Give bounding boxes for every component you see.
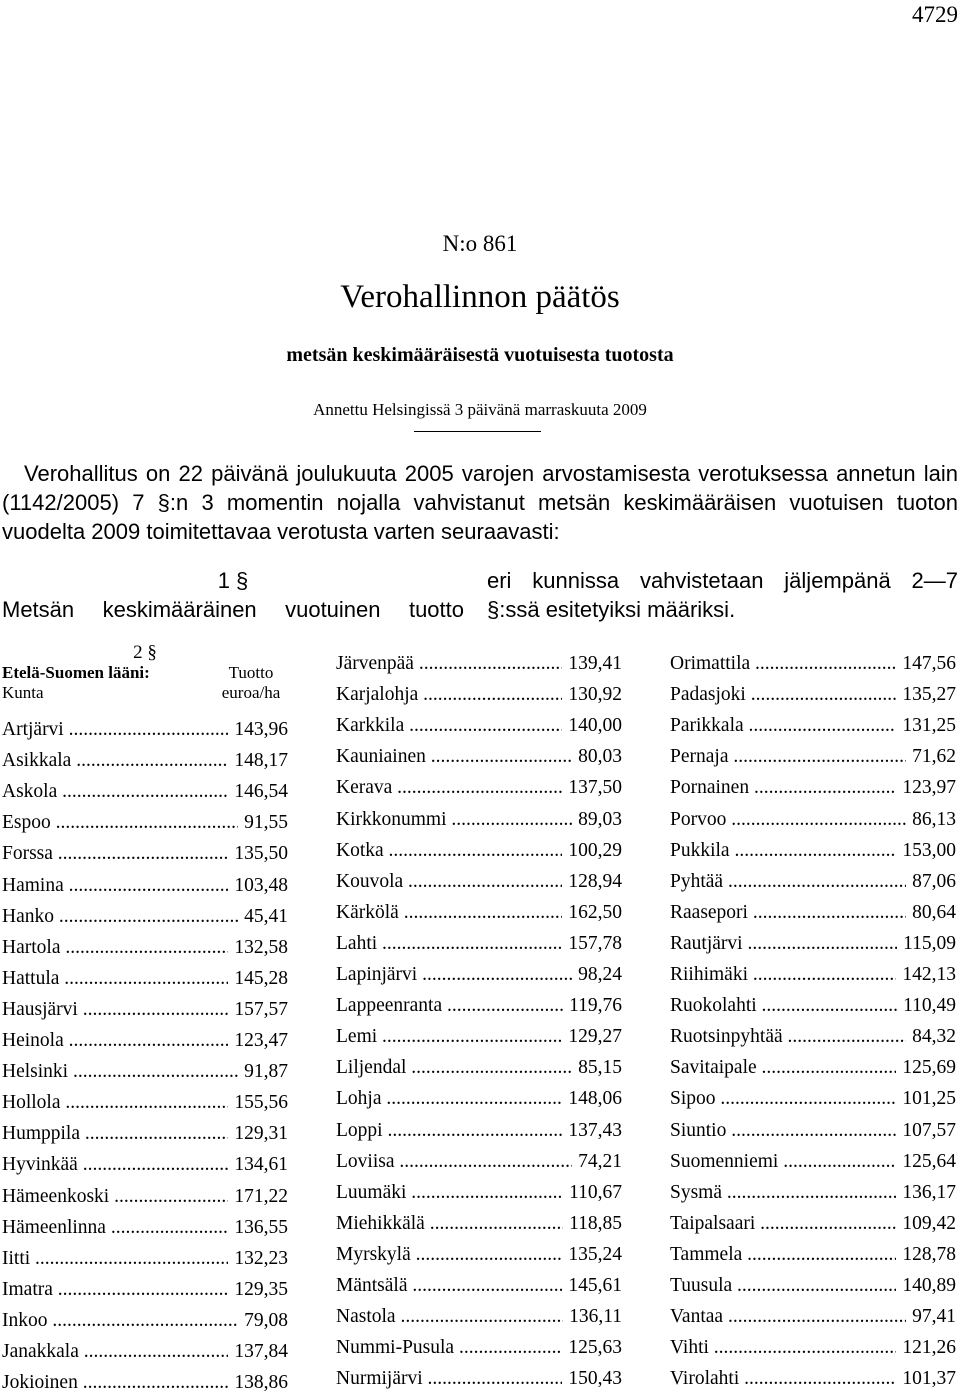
table-row <box>670 1052 956 1083</box>
municipality-name: Liljendal ..... <box>336 1052 572 1083</box>
municipality-name: Tuusula ..... <box>670 1270 896 1301</box>
yield-value: 162,50 <box>562 897 622 928</box>
municipality-name: Sipoo ..... <box>670 1083 896 1114</box>
yield-value: 134,61 <box>228 1149 288 1180</box>
table-row <box>670 1332 956 1363</box>
yield-value: 86,13 <box>906 804 956 835</box>
table-row <box>2 1212 288 1243</box>
yield-value: 118,85 <box>563 1208 622 1239</box>
table-row <box>336 679 622 710</box>
table-row <box>670 772 956 803</box>
municipality-name: Janakkala ..... <box>2 1336 228 1367</box>
table-row <box>2 1367 288 1398</box>
table-row <box>670 804 956 835</box>
yield-value: 85,15 <box>572 1052 622 1083</box>
municipality-name: Hyvinkää ..... <box>2 1149 228 1180</box>
table-row <box>670 835 956 866</box>
municipality-name: Pyhtää ..... <box>670 866 906 897</box>
yield-value: 101,25 <box>896 1083 956 1114</box>
municipality-name: Parikkala ..... <box>670 710 896 741</box>
municipality-name: Siuntio ..... <box>670 1115 896 1146</box>
yield-value: 131,25 <box>896 710 956 741</box>
municipality-name: Hausjärvi ..... <box>2 994 228 1025</box>
table-row <box>336 959 622 990</box>
table-row <box>2 1149 288 1180</box>
table-row <box>670 1208 956 1239</box>
yield-value: 91,87 <box>238 1056 288 1087</box>
municipality-name: Jokioinen ..... <box>2 1367 228 1398</box>
section-2-header <box>2 643 288 703</box>
municipality-name: Humppila ..... <box>2 1118 228 1149</box>
table-row <box>2 1336 288 1367</box>
page-title: Verohallinnon päätös <box>340 279 620 315</box>
municipality-name: Kotka ..... <box>336 835 562 866</box>
municipality-name: Raasepori ..... <box>670 897 906 928</box>
table-row <box>336 1208 622 1239</box>
yield-value: 139,41 <box>562 648 622 679</box>
yield-value: 107,57 <box>896 1115 956 1146</box>
municipality-name: Ruotsinpyhtää ..... <box>670 1021 906 1052</box>
municipality-name: Myrskylä ..... <box>336 1239 562 1270</box>
yield-value: 142,13 <box>896 959 956 990</box>
municipality-name: Hämeenkoski ..... <box>2 1181 228 1212</box>
table-row <box>336 1270 622 1301</box>
yield-value: 140,00 <box>562 710 622 741</box>
yield-value: 123,47 <box>228 1025 288 1056</box>
municipality-name: Artjärvi ..... <box>2 714 228 745</box>
table-row <box>670 1270 956 1301</box>
municipality-name: Hämeenlinna ..... <box>2 1212 228 1243</box>
municipality-name: Karkkila ..... <box>336 710 562 741</box>
municipality-name: Pukkila ..... <box>670 835 896 866</box>
yield-value: 132,23 <box>228 1243 288 1274</box>
yield-value: 45,41 <box>238 901 288 932</box>
table-row <box>2 807 288 838</box>
municipality-name: Järvenpää ..... <box>336 648 562 679</box>
yield-value: 148,17 <box>228 745 288 776</box>
yield-value: 135,24 <box>562 1239 622 1270</box>
yield-value: 135,27 <box>896 679 956 710</box>
table-row <box>670 1301 956 1332</box>
municipality-name: Riihimäki ..... <box>670 959 896 990</box>
intro-text: Verohallitus on 22 päivänä joulukuuta 2005 varojen arvostamisesta verotuksessa annetun lain (1142/2005) 7 §:n 3 momentin nojalla vahvistanut metsän keskimääräisen vuotuisen tuoton vuodelta 2009 toimitettavaa verotusta varten seuraavasti: <box>2 461 958 544</box>
municipality-name: Lappeenranta ..... <box>336 990 563 1021</box>
yield-value: 98,24 <box>572 959 622 990</box>
page-number: 4729 <box>912 2 958 27</box>
yield-value: 110,67 <box>563 1177 622 1208</box>
municipality-name: Loppi ..... <box>336 1115 562 1146</box>
yield-value: 129,31 <box>228 1118 288 1149</box>
yield-value: 115,09 <box>897 928 956 959</box>
municipality-name: Nastola ..... <box>336 1301 563 1332</box>
table-row <box>336 648 622 679</box>
municipality-name: Lemi ..... <box>336 1021 562 1052</box>
municipality-name: Orimattila ..... <box>670 648 896 679</box>
table-row <box>336 1052 622 1083</box>
table-row <box>670 866 956 897</box>
municipality-name: Kerava ..... <box>336 772 562 803</box>
table-row <box>336 835 622 866</box>
yield-value: 137,43 <box>562 1115 622 1146</box>
table-row <box>336 1239 622 1270</box>
section-1-text-line2: §:ssä esitetyiksi määriksi. <box>487 597 736 622</box>
municipality-name: Kauniainen ..... <box>336 741 572 772</box>
table-row <box>2 1118 288 1149</box>
col-header-unit: euroa/ha <box>221 683 281 702</box>
municipality-name: Savitaipale ..... <box>670 1052 896 1083</box>
table-row <box>336 804 622 835</box>
yield-value: 157,78 <box>562 928 622 959</box>
municipality-name: Kärkölä ..... <box>336 897 562 928</box>
municipality-name: Rautjärvi ..... <box>670 928 897 959</box>
table-row <box>336 1301 622 1332</box>
table-row <box>670 741 956 772</box>
table-row <box>2 1056 288 1087</box>
yield-value: 129,35 <box>228 1274 288 1305</box>
municipality-name: Hanko ..... <box>2 901 238 932</box>
yield-value: 157,57 <box>228 994 288 1025</box>
municipality-name: Lohja ..... <box>336 1083 562 1114</box>
table-row <box>336 710 622 741</box>
yield-value: 137,50 <box>562 772 622 803</box>
table-row <box>670 1363 956 1394</box>
table-row <box>2 932 288 963</box>
table-row <box>336 1177 622 1208</box>
yield-value: 136,55 <box>228 1212 288 1243</box>
table-row <box>2 870 288 901</box>
yield-value: 155,56 <box>228 1087 288 1118</box>
yield-value: 74,21 <box>572 1146 622 1177</box>
municipality-name: Lapinjärvi ..... <box>336 959 572 990</box>
municipality-name: Hartola ..... <box>2 932 228 963</box>
table-header-row-1 <box>2 663 288 683</box>
table-row <box>336 928 622 959</box>
yield-value: 132,58 <box>228 932 288 963</box>
yield-value: 91,55 <box>238 807 288 838</box>
yield-value: 128,94 <box>562 866 622 897</box>
municipality-name: Lahti ..... <box>336 928 562 959</box>
yield-value: 103,48 <box>228 870 288 901</box>
table-row <box>2 745 288 776</box>
yield-value: 101,37 <box>896 1363 956 1394</box>
municipality-name: Kouvola ..... <box>336 866 562 897</box>
table-row <box>336 1332 622 1363</box>
municipality-name: Vantaa ..... <box>670 1301 906 1332</box>
yield-value: 129,27 <box>562 1021 622 1052</box>
municipality-name: Nummi-Pusula ..... <box>336 1332 562 1363</box>
municipality-name: Porvoo ..... <box>670 804 906 835</box>
col-header-municipality: Kunta <box>2 683 44 702</box>
table-row <box>336 866 622 897</box>
municipality-name: Mäntsälä ..... <box>336 1270 562 1301</box>
yield-value: 84,32 <box>906 1021 956 1052</box>
yield-value: 145,61 <box>562 1270 622 1301</box>
municipality-name: Hamina ..... <box>2 870 228 901</box>
yield-value: 125,64 <box>896 1146 956 1177</box>
municipality-name: Pornainen ..... <box>670 772 896 803</box>
yield-value: 148,06 <box>562 1083 622 1114</box>
municipality-name: Loviisa ..... <box>336 1146 572 1177</box>
region-heading: Etelä-Suomen lääni: <box>2 663 150 682</box>
yield-value: 136,17 <box>896 1177 956 1208</box>
municipality-name: Inkoo ..... <box>2 1305 238 1336</box>
yield-value: 100,29 <box>562 835 622 866</box>
table-row <box>336 990 622 1021</box>
table-row <box>670 1115 956 1146</box>
table-row <box>670 679 956 710</box>
municipality-name: Hollola ..... <box>2 1087 228 1118</box>
yield-value: 97,41 <box>906 1301 956 1332</box>
yield-value: 143,96 <box>228 714 288 745</box>
municipality-name: Miehikkälä ..... <box>336 1208 563 1239</box>
table-row <box>2 994 288 1025</box>
yield-value: 80,03 <box>572 741 622 772</box>
table-row <box>670 1146 956 1177</box>
yield-value: 110,49 <box>897 990 956 1021</box>
section-1-number: 1 § <box>217 568 249 593</box>
municipality-name: Helsinki ..... <box>2 1056 238 1087</box>
section-2-number: 2 § <box>133 642 157 663</box>
table-row <box>336 1146 622 1177</box>
table-row <box>336 1115 622 1146</box>
table-row <box>2 714 288 745</box>
yield-value: 150,43 <box>562 1363 622 1394</box>
table-row <box>670 959 956 990</box>
col-header-yield: Tuotto <box>228 663 274 682</box>
yield-value: 87,06 <box>906 866 956 897</box>
municipality-name: Suomenniemi ..... <box>670 1146 896 1177</box>
table-row <box>670 1083 956 1114</box>
yield-value: 171,22 <box>228 1181 288 1212</box>
municipality-name: Asikkala ..... <box>2 745 228 776</box>
yield-value: 80,64 <box>906 897 956 928</box>
yield-value: 89,03 <box>572 804 622 835</box>
table-row <box>2 776 288 807</box>
table-row <box>2 838 288 869</box>
municipality-name: Vihti ..... <box>670 1332 896 1363</box>
table-header-row-2 <box>2 683 288 703</box>
yield-value: 135,50 <box>228 838 288 869</box>
yield-value: 140,89 <box>896 1270 956 1301</box>
yield-value: 125,69 <box>896 1052 956 1083</box>
yield-value: 79,08 <box>238 1305 288 1336</box>
table-row <box>336 1363 622 1394</box>
yield-value: 119,76 <box>563 990 622 1021</box>
yield-value: 138,86 <box>228 1367 288 1398</box>
municipality-name: Hattula ..... <box>2 963 228 994</box>
table-row <box>2 1274 288 1305</box>
table-row <box>670 1239 956 1270</box>
section-1-text <box>487 566 958 624</box>
yield-value: 123,97 <box>896 772 956 803</box>
municipality-name: Padasjoki ..... <box>670 679 896 710</box>
municipality-name: Virolahti ..... <box>670 1363 896 1394</box>
intro-paragraph <box>2 459 958 546</box>
table-row <box>670 1021 956 1052</box>
table-row <box>2 963 288 994</box>
table-row <box>2 1305 288 1336</box>
yield-value: 71,62 <box>906 741 956 772</box>
table-row <box>336 741 622 772</box>
municipality-name: Tammela ..... <box>670 1239 896 1270</box>
table-row <box>670 1177 956 1208</box>
municipality-name: Askola ..... <box>2 776 228 807</box>
municipality-name: Espoo ..... <box>2 807 238 838</box>
table-row <box>2 901 288 932</box>
page-subtitle: metsän keskimääräisestä vuotuisesta tuotosta <box>286 344 674 366</box>
table-row <box>336 1021 622 1052</box>
municipality-name: Pernaja ..... <box>670 741 906 772</box>
table-row <box>2 1243 288 1274</box>
divider <box>414 431 541 432</box>
yield-value: 128,78 <box>896 1239 956 1270</box>
municipality-name: Forssa ..... <box>2 838 228 869</box>
table-row <box>670 990 956 1021</box>
issue-date: Annettu Helsingissä 3 päivänä marraskuuta 2009 <box>313 400 647 419</box>
yield-value: 121,26 <box>896 1332 956 1363</box>
municipality-name: Luumäki ..... <box>336 1177 563 1208</box>
municipality-name: Taipalsaari ..... <box>670 1208 896 1239</box>
municipality-name: Imatra ..... <box>2 1274 228 1305</box>
table-row <box>670 648 956 679</box>
section-1-heading: Metsän keskimääräinen vuotuinen tuotto <box>2 597 464 622</box>
yield-value: 136,11 <box>563 1301 622 1332</box>
section-1-text-line1: eri kunnissa vahvistetaan jäljempänä 2—7 <box>487 568 958 593</box>
table-row <box>670 897 956 928</box>
table-row <box>2 1181 288 1212</box>
yield-value: 153,00 <box>896 835 956 866</box>
yield-value: 147,56 <box>896 648 956 679</box>
table-row <box>2 1025 288 1056</box>
table-row <box>670 928 956 959</box>
municipality-name: Kirkkonummi ..... <box>336 804 572 835</box>
municipality-name: Iitti ..... <box>2 1243 228 1274</box>
yield-value: 137,84 <box>228 1336 288 1367</box>
municipality-name: Ruokolahti ..... <box>670 990 897 1021</box>
municipality-name: Nurmijärvi ..... <box>336 1363 562 1394</box>
table-row <box>336 1083 622 1114</box>
yield-value: 109,42 <box>896 1208 956 1239</box>
municipality-name: Heinola ..... <box>2 1025 228 1056</box>
table-row <box>670 710 956 741</box>
table-row <box>2 1087 288 1118</box>
section-1 <box>2 566 464 624</box>
document-number: N:o 861 <box>442 231 518 256</box>
table-row <box>336 772 622 803</box>
yield-value: 146,54 <box>228 776 288 807</box>
yield-value: 130,92 <box>562 679 622 710</box>
municipality-name: Sysmä ..... <box>670 1177 896 1208</box>
yield-value: 125,63 <box>562 1332 622 1363</box>
table-row <box>336 897 622 928</box>
municipality-name: Karjalohja ..... <box>336 679 562 710</box>
yield-value: 145,28 <box>228 963 288 994</box>
